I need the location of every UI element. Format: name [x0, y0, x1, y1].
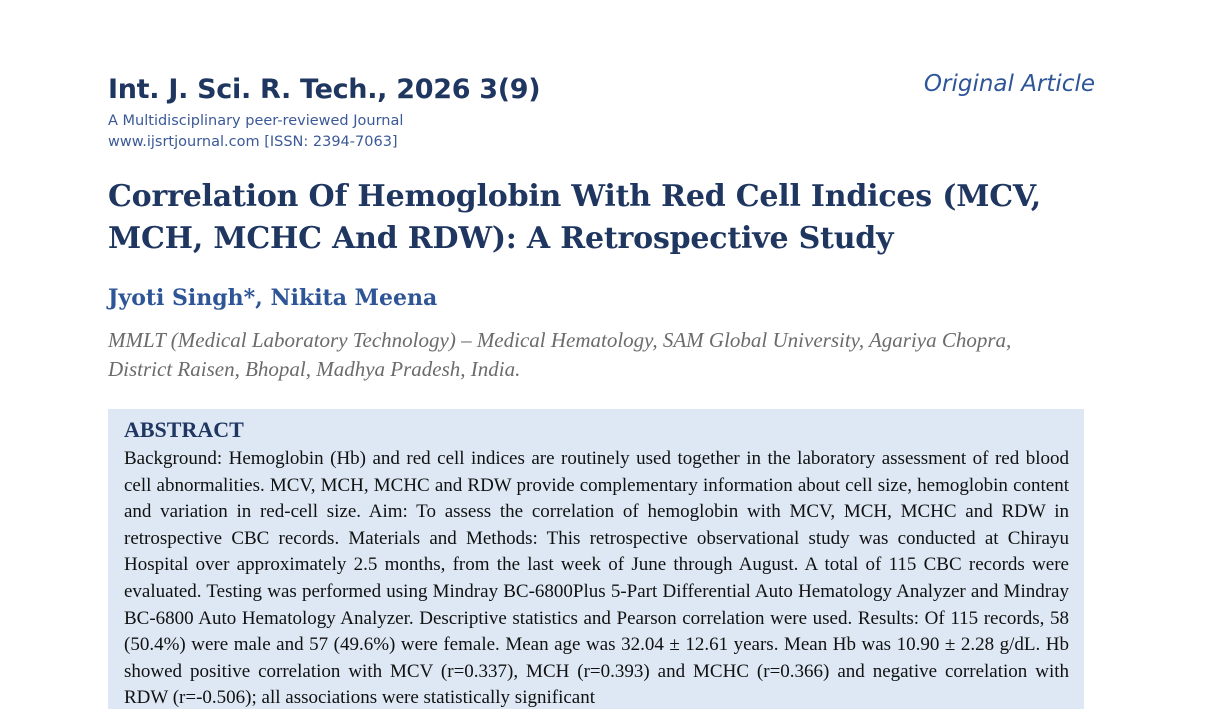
journal-website[interactable]: www.ijsrtjournal.com [ISSN: 2394-7063]	[108, 134, 398, 150]
abstract-box	[108, 409, 1084, 709]
abstract-text: Background: Hemoglobin (Hb) and red cell indices are routinely used together in the laboratory assessment of red blood cell abnormalities. MCV, MCH, MCHC and RDW provide complementary information about cell size, hemoglobin content and variation in red-cell size. Aim: To assess the correlation of hemoglobin with MCV, MCH, MCHC and RDW in retrospective CBC records. Materials and Methods: This retrospective observational study was conducted at Chirayu Hospital over approximately 2.5 months, from the last week of June through August. A total of 115 CBC records were evaluated. Testing was performed using Mindray BC-6800Plus 5-Part Differential Auto Hematology Analyzer and Mindray BC-6800 Auto Hematology Analyzer. Descriptive statistics and Pearson correlation were used. Results: Of 115 records, 58 (50.4%) were male and 57 (49.6%) were female. Mean age was 32.04 ± 12.61 years. Mean Hb was 10.90 ± 2.28 g/dL. Hb showed positive correlation with MCV (r=0.337), MCH (r=0.393) and MCHC (r=0.366) and negative correlation with RDW (r=-0.506); all associations were statistically significant	[124, 448, 1069, 709]
journal-name: Int. J. Sci. R. Tech., 2026 3(9)	[108, 74, 541, 105]
journal-subtitle: A Multidisciplinary peer-reviewed Journal	[108, 113, 404, 129]
paper-authors: Jyoti Singh*, Nikita Meena	[108, 285, 438, 311]
paper-title: Correlation Of Hemoglobin With Red Cell Indices (MCV, MCH, MCHC And RDW): A Retrospective Study	[108, 179, 1041, 256]
article-type: Original Article	[923, 71, 1095, 97]
author-affiliation: MMLT (Medical Laboratory Technology) – Medical Hematology, SAM Global University, Agariya Chopra, District Raisen, Bhopal, Madhya Pradesh, India.	[108, 328, 1012, 381]
abstract-heading: ABSTRACT	[124, 417, 244, 442]
